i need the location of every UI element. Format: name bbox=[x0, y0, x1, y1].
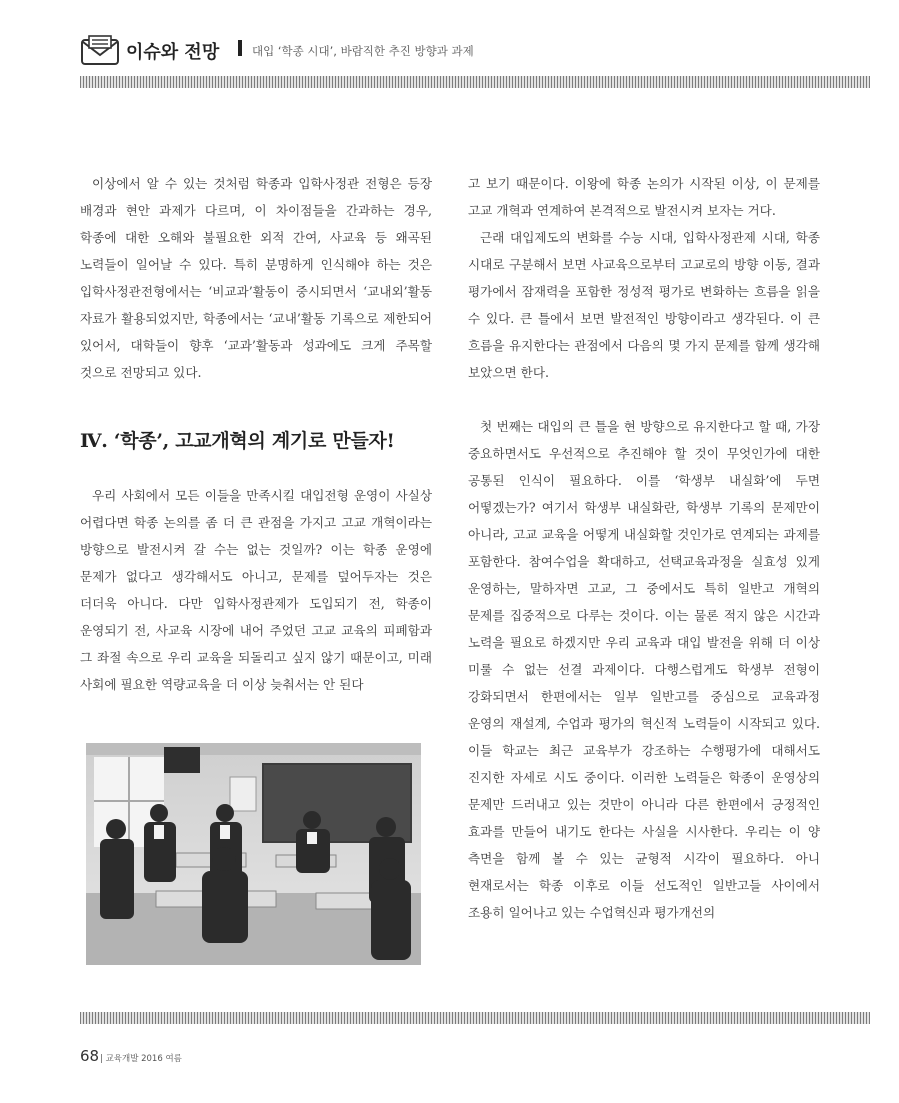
right-paragraph-1: 고 보기 때문이다. 이왕에 학종 논의가 시작된 이상, 이 문제를 고교 개혁과 연계하여 본격적으로 발전시켜 보자는 거다. bbox=[468, 176, 820, 218]
right-paragraph-3: 첫 번째는 대입의 큰 틀을 현 방향으로 유지한다고 할 때, 가장 중요하면서도 우선적으로 추진해야 할 것이 무엇인가에 대한 공통된 인식이 필요하다. 이를 ‘학생부 내실화’에 두면 어떻겠는가? 여기서 학생부 내실화란, 학생부 기록의 문제만이 아니라, 고교 교육을 어떻게 내실화할 것인가로 연계되는 과제를 포함한다. 참여수업을 확대하고, 선택교육과정을 실효성 있게 운영하는, 말하자면 고교, 그 중에서도 특히 일반고 개혁의 문제를 집중적으로 다루는 것이다. 이는 물론 적지 않은 시간과 노력을 필요로 하겠지만 우리 교육과 대입 발전을 위해 더 이상 미룰 수 없는 선결 과제이다. 다행스럽게도 학생부 전형이 강화되면서 한편에서는 일부 일반고를 중심으로 교육과정 운영의 재설계, 수업과 평가의 혁신적 노력들이 시작되고 있다. 이들 학교는 최근 교육부가 강조하는 수행평가에 대해서도 진지한 자세로 시도 중이다. 이러한 노력들은 학종이 운영상의 문제만 드러내고 있는 것만이 아니라 다른 한편에서 긍정적인 효과를 만들어 내기도 한다는 사실을 시사한다. 우리는 이 양 측면을 함께 볼 수 있는 균형적 시각이 필요하다. 아니 현재로서는 학종 이후로 이들 선도적인 일반고들 사이에서 조용히 일어나고 있는 수업혁신과 평가개선의 bbox=[468, 419, 820, 920]
envelope-icon bbox=[80, 34, 120, 66]
page-number: 68 bbox=[80, 1047, 100, 1065]
header-subtitle: 대입 ‘학종 시대’, 바람직한 추진 방향과 과제 bbox=[252, 44, 474, 58]
classroom-photo bbox=[86, 743, 421, 965]
left-paragraph-2: 우리 사회에서 모든 이들을 만족시킬 대입전형 운영이 사실상 어렵다면 학종 논의를 좀 더 큰 관점을 가지고 고교 개혁이라는 방향으로 발전시켜 갈 수는 없는 것일까? 이는 학종 운영에 문제가 없다고 생각해서도 아니고, 문제를 덮어두자는 것은 더더욱 아니다. 다만 입학사정관제가 도입되기 전, 학종이 운영되기 전, 사교육 시장에 내어 주었던 고교 교육의 피폐함과 그 좌절 속으로 우리 교육을 되돌리고 싶지 않기 때문이고, 미래 사회에 필요한 역량교육을 더 이상 늦춰서는 안 된다 bbox=[80, 488, 432, 692]
page-header bbox=[80, 30, 870, 70]
top-divider bbox=[80, 76, 870, 88]
section-heading: Ⅳ. ‘학종’, 고교개혁의 계기로 만들자! bbox=[80, 430, 395, 452]
right-paragraph-2: 근래 대입제도의 변화를 수능 시대, 입학사정관제 시대, 학종 시대로 구분해서 보면 사교육으로부터 고교로의 방향 이동, 결과 평가에서 잠재력을 포함한 정성적 평가로 변화하는 흐름을 읽을 수 있다. 큰 틀에서 보면 발전적인 방향이라고 생각된다. 이 큰 흐름을 유지한다는 관점에서 다음의 몇 가지 문제를 함께 생각해 보았으면 한다. bbox=[468, 230, 820, 380]
section-title: 이슈와 전망 bbox=[126, 42, 220, 63]
bottom-divider bbox=[80, 1012, 870, 1024]
right-column bbox=[468, 170, 820, 926]
publication-label: | 교육개발 2016 여름 bbox=[100, 1054, 182, 1064]
title-bar-mark bbox=[238, 40, 242, 56]
left-column bbox=[80, 170, 432, 698]
left-paragraph-1: 이상에서 알 수 있는 것처럼 학종과 입학사정관 전형은 등장 배경과 현안 과제가 다르며, 이 차이점들을 간과하는 경우, 학종에 대한 오해와 불필요한 외적 간여, 사교육 등 왜곡된 노력들이 일어날 수 있다. 특히 분명하게 인식해야 하는 것은 입학사정관전형에서는 ‘비교과’활동이 중시되면서 ‘교내외’활동 자료가 활용되었지만, 학종에서는 ‘교내’활동 기록으로 제한되어 있어서, 대학들이 향후 ‘교과’활동과 성과에도 크게 주목할 것으로 전망되고 있다. bbox=[80, 176, 432, 380]
